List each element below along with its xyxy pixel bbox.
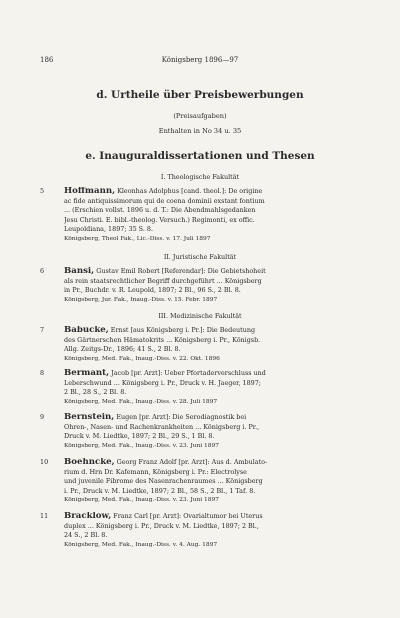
- author-name: Bernstein,: [64, 413, 115, 422]
- entry-meta: Königsberg, Jur. Fak., Inaug.-Diss. v. 15. Febr. 1897: [64, 296, 218, 303]
- entry-number: 7: [40, 326, 45, 334]
- entry-meta: Königsberg, Med. Fak., Inaug.-Diss. v. 4. Aug. 1897: [64, 541, 218, 548]
- entry-meta: Königsberg, Theol Fak., Lic.-Diss. v. 17. Juli 1897: [64, 235, 211, 242]
- entry-line: als rein staatsrechtlicher Begriff durchgeführt ... Königsberg: [64, 276, 262, 285]
- section-d-title: d. Urtheile über Preisbewerbungen: [96, 89, 304, 101]
- entry-line: ... (Erschien vollst. 1896 u. d. T.: Die Abendmahlsgedanken: [64, 206, 256, 214]
- entry-line: Georg Franz Adolf [pr. Arzt]: Aus d. Ambulato-: [114, 458, 268, 466]
- faculty-heading-medicine: III. Medizinische Fakultät: [158, 312, 242, 320]
- entry-line: Kleonhas Adolphus [cand. theol.]: De origine: [115, 187, 263, 195]
- faculty-heading-theology: I. Theologische Fakultät: [160, 173, 240, 181]
- author-name: Hoffmann,: [64, 187, 116, 196]
- entry-meta: Königsberg, Med. Fak., Inaug.-Diss. v. 23. Juni 1897: [64, 442, 220, 449]
- author-name: Bansi,: [64, 267, 95, 276]
- entry-number: 8: [40, 369, 45, 377]
- entry-line: Gustav Emil Robert [Referendar]: Die Gebietshoheit: [94, 267, 266, 275]
- section-d-note: Enthalten in No 34 u. 35: [158, 127, 242, 135]
- author-name: Bermant,: [64, 369, 110, 378]
- entry-line: i. Pr., Druck v. M. Liedtke, 1897; 2 Bl., 58 S., 2 Bl., 1 Taf. 8.: [64, 486, 256, 495]
- entry-number: 11: [40, 512, 49, 520]
- entry-number: 10: [40, 458, 49, 466]
- running-title: Königsberg 1896—97: [161, 56, 239, 64]
- entry-line: 24 S., 2 Bl. 8.: [64, 531, 108, 539]
- entry-line: Ernst [aus Königsberg i. Pr.]: Die Bedeutung: [108, 326, 256, 334]
- entry-line: Eugen [pr. Arzt]: Die Serodiagnostik bei: [114, 413, 247, 421]
- entry-line: Druck v. M. Liedtke, 1897; 2 Bl., 29 S., 1 Bl. 8.: [64, 432, 215, 440]
- entry-line: Allg. Zeitgs-Dr., 1896; 41 S., 2 Bl. 8.: [64, 345, 181, 353]
- entry-line: Leberschwund ... Königsberg i. Pr., Druck v. H. Jaeger, 1897;: [64, 378, 261, 387]
- entry-meta: Königsberg, Med. Fak., Inaug.-Diss. v. 22. Okt. 1896: [64, 355, 220, 362]
- faculty-heading-law: II. Juristische Fakultät: [163, 253, 237, 261]
- entry-line: duplex ... Königsberg i. Pr., Druck v. M. Liedtke, 1897; 2 Bl.,: [64, 521, 259, 530]
- section-e-title: e. Inauguraldissertationen und Thesen: [85, 150, 315, 162]
- entry-line: rium d. Hrn Dr. Kafemann, Königsberg i. Pr.: Electrolyse: [64, 467, 247, 476]
- entry-line: Jesu Christi. E. bibl.-theolog. Versuch.) Regimonti, ex offic.: [64, 215, 255, 224]
- entry-line: 2 Bl., 28 S., 2 Bl. 8.: [64, 388, 127, 396]
- page-header: [40, 56, 360, 68]
- section-d-subtitle: (Preisaufgaben): [173, 112, 227, 120]
- entry-line: Ohren-, Nasen- und Rachenkrankheiten ... Königsberg i. Pr.,: [64, 422, 260, 431]
- entry-line: und juvenile Fibrome des Nasenrachenraumes ... Königsberg: [64, 477, 263, 485]
- page-number: 186: [40, 56, 54, 64]
- entry-meta: Königsberg, Med. Fak., Inaug.-Diss. v. 28. Juli 1897: [64, 398, 218, 405]
- entry-line: in Pr., Buchdr. v. R. Leupold, 1897; 2 Bl., 96 S., 2 Bl. 8.: [64, 286, 241, 294]
- entry-line: des Gärtnerschen Hämatokrits ... Königsberg i. Pr., Königsb.: [64, 335, 261, 344]
- entry-number: 6: [40, 267, 45, 275]
- author-name: Boehncke,: [64, 458, 115, 467]
- entry-number: 5: [40, 187, 45, 195]
- entry-number: 9: [40, 413, 45, 421]
- entry-line: Jacob [pr. Arzt]: Ueber Pfortaderverschluss und: [109, 369, 266, 377]
- author-name: Babucke,: [64, 326, 109, 335]
- author-name: Bracklow,: [64, 512, 112, 521]
- entry-line: ac fide antiquissimorum qui de coena dominii exstant fontium: [64, 196, 265, 205]
- entry-meta: Königsberg, Med. Fak., Inaug.-Diss. v. 23. Juni 1897: [64, 497, 220, 503]
- entry-line: Leupoldiana, 1897; 35 S. 8.: [64, 225, 153, 233]
- entry-line: Franz Carl [pr. Arzt]: Ovarialtumor bei Uterus: [111, 512, 263, 520]
